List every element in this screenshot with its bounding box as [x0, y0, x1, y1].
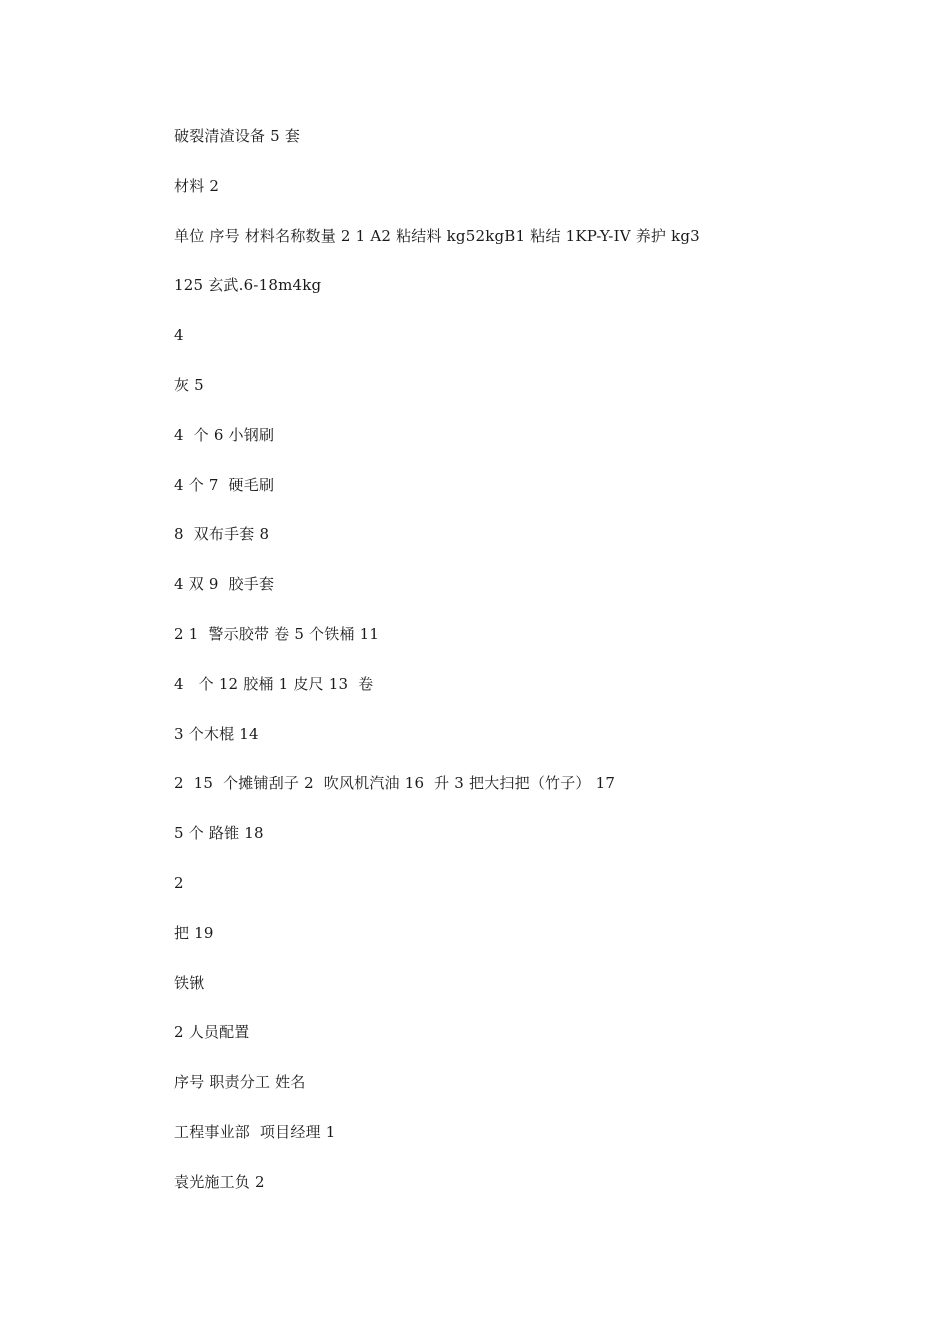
text-line: 单位 序号 材料名称数量 2 1 A2 粘结料 kg52kgB1 粘结 1KP-Y-IV 养护 kg3 [174, 226, 700, 245]
text-line: 铁锹 [174, 973, 205, 992]
text-line: 袁光施工负 2 [174, 1172, 265, 1191]
text-line: 4 [174, 326, 184, 345]
text-line: 2 15 个摊铺刮子 2 吹风机汽油 16 升 3 把大扫把（竹子） 17 [174, 774, 616, 793]
document-body [174, 124, 894, 1220]
text-line: 4 双 9 胶手套 [174, 575, 275, 594]
text-line: 2 人员配置 [174, 1023, 250, 1042]
text-line: 4 个 12 胶桶 1 皮尺 13 卷 [174, 674, 374, 693]
text-line: 125 玄武.6-18m4kg [174, 276, 322, 295]
text-line: 4 个 6 小钢刷 [174, 425, 275, 444]
text-line: 2 [174, 873, 184, 892]
text-line: 破裂清渣设备 5 套 [174, 127, 301, 145]
text-line: 材料 2 [174, 176, 220, 195]
text-line: 4 个 7 硬毛刷 [174, 475, 275, 494]
text-line: 序号 职责分工 姓名 [174, 1073, 306, 1092]
text-line: 5 个 路锥 18 [174, 824, 264, 843]
text-line: 灰 5 [174, 375, 204, 394]
text-line: 把 19 [174, 923, 214, 942]
text-line: 8 双布手套 8 [174, 525, 270, 544]
text-line: 2 1 警示胶带 卷 5 个铁桶 11 [174, 624, 380, 643]
text-line: 工程事业部 项目经理 1 [174, 1122, 336, 1141]
text-line: 3 个木棍 14 [174, 724, 259, 743]
